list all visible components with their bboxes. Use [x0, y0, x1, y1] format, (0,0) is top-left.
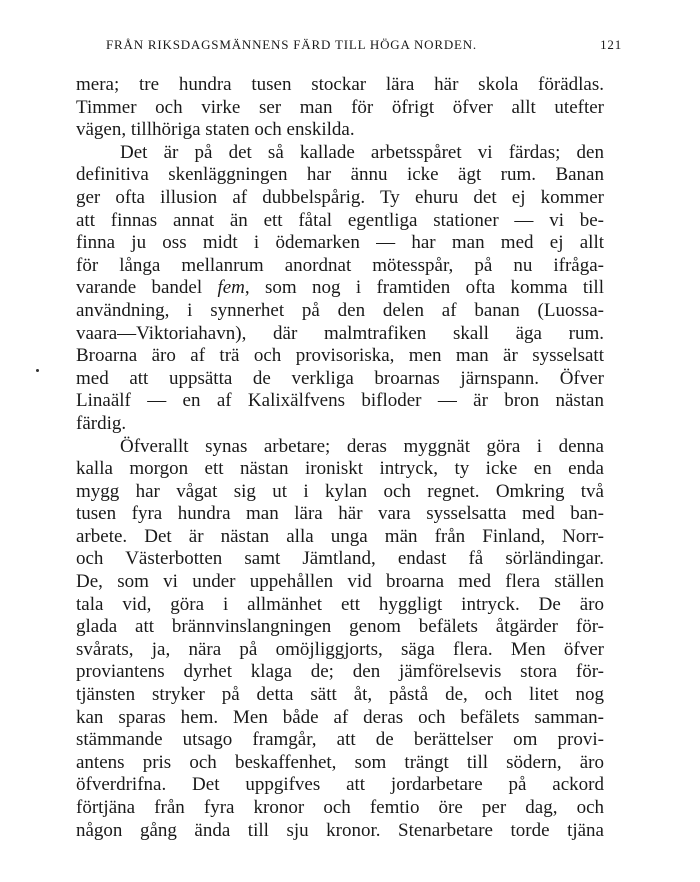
text-line: färdig. — [76, 412, 127, 434]
text-line: finna ju oss midt i ödemarken — har man med ej allt — [76, 232, 604, 254]
text-line: glada att brännvinslangningen genom befälets åtgärder för- — [76, 616, 604, 638]
text-line: Timmer och virke ser man för öfrigt öfver allt utefter — [76, 96, 604, 118]
text-line: vaara—Viktoriahavn), där malmtrafiken skall äga rum. — [76, 322, 604, 344]
running-title: FRÅN RIKSDAGSMÄNNENS FÄRD TILL HÖGA NORDEN. — [106, 37, 477, 52]
text-line: De, som vi under uppehållen vid broarna med flera ställen — [76, 571, 604, 593]
text-line: Öfverallt synas arbetare; deras myggnät göra i denna — [120, 435, 604, 457]
text-line: mygg har vågat sig ut i kylan och regnet. Omkring två — [76, 480, 604, 502]
running-header — [78, 37, 622, 53]
text-line: tjänsten stryker på detta sätt åt, påstå de, och litet nog — [76, 684, 604, 706]
text-line: Linaälf — en af Kalixälfvens bifloder — är bron nästan — [76, 390, 604, 412]
italic-word: fem — [217, 277, 245, 299]
margin-speck — [36, 369, 39, 372]
text-line: ger ofta illusion af dubbelspårig. Ty ehuru det ej kommer — [76, 186, 604, 208]
text-line: Det är på det så kallade arbetsspåret vi färdas; den — [120, 141, 604, 163]
text-line: varande bandel fem, som nog i framtiden ofta komma till — [76, 277, 604, 299]
text-line: vägen, tillhöriga staten och enskilda. — [76, 119, 355, 141]
text-line: att finnas annat än ett fåtal egentliga stationer — vi be- — [76, 209, 604, 231]
text-line: och Västerbotten samt Jämtland, endast få sörländingar. — [76, 548, 604, 570]
text-line: definitiva skenläggningen har ännu icke ägt rum. Banan — [76, 164, 604, 186]
text-line: Broarna äro af trä och provisoriska, men man är sysselsatt — [76, 345, 604, 367]
text-line: öfverdrifna. Det uppgifves att jordarbetare på ackord — [76, 774, 604, 796]
body-text — [76, 74, 604, 842]
text-line: för långa mellanrum anordnat mötesspår, på nu ifråga- — [76, 254, 604, 276]
text-line: användning, i synnerhet på den delen af banan (Luossa- — [76, 299, 604, 321]
text-line: tala vid, göra i allmänhet ett hyggligt intryck. De äro — [76, 593, 604, 615]
text-line: förtjäna från fyra kronor och femtio öre per dag, och — [76, 797, 604, 818]
text-line: med att uppsätta de verkliga broarnas järnspann. Öfver — [76, 367, 604, 389]
text-line: någon gång ända till sju kronor. Stenarbetare torde tjäna — [76, 819, 604, 841]
page-number: 121 — [600, 37, 622, 52]
text-line: svårats, ja, nära på omöjliggjorts, säga flera. Men öfver — [76, 638, 604, 660]
text-line: tusen fyra hundra man lära här vara sysselsatta med ban- — [76, 503, 604, 525]
text-line: stämmande utsago framgår, att de berättelser om provi- — [76, 729, 604, 751]
text-line: kan sparas hem. Men både af deras och befälets samman- — [76, 706, 604, 728]
text-line: proviantens dyrhet klaga de; den jämförelsevis stora för- — [76, 661, 604, 683]
text-line: kalla morgon ett nästan ironiskt intryck, ty icke en enda — [76, 458, 604, 480]
text-line: arbete. Det är nästan alla unga män från Finland, Norr- — [76, 525, 604, 547]
text-line: mera; tre hundra tusen stockar lära här skola förädlas. — [76, 74, 604, 95]
text-line: antens pris och beskaffenhet, som trängt till södern, äro — [76, 751, 604, 773]
